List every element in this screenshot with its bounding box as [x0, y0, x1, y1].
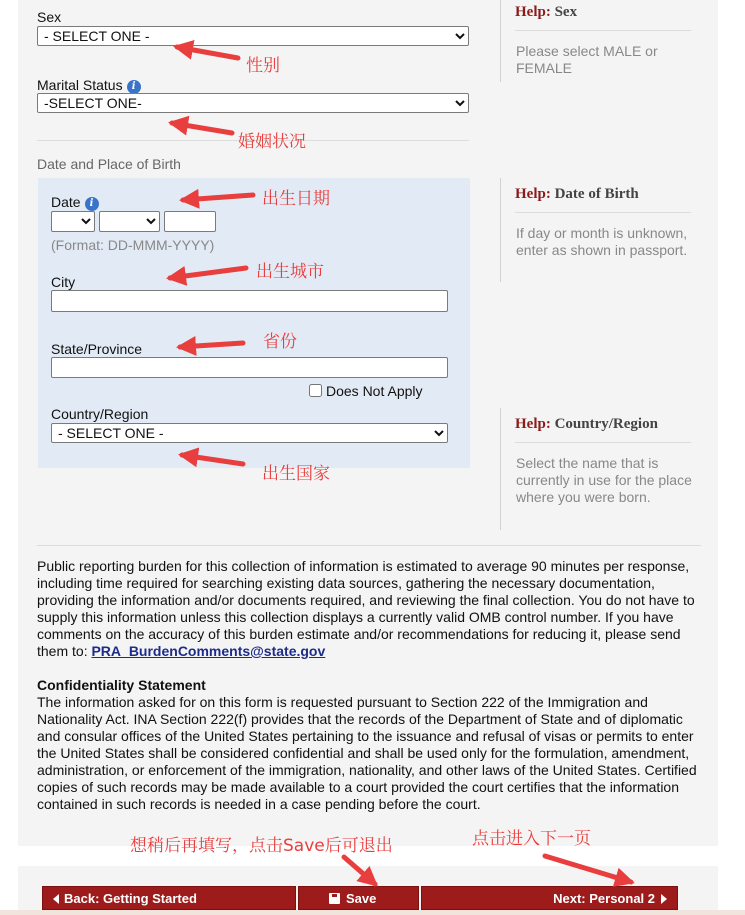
annotation-city: 出生城市 — [256, 262, 324, 282]
arrow-city — [170, 268, 246, 278]
help-country-text: Select the name that is currently in use for the place where you were born. — [516, 455, 692, 505]
back-button[interactable]: Back: Getting Started — [42, 886, 296, 910]
does-not-apply: Does Not Apply — [309, 383, 423, 399]
help-dob-title: Help: Date of Birth — [515, 186, 639, 202]
save-button[interactable]: Save — [298, 886, 419, 910]
annotation-dob: 出生日期 — [262, 189, 330, 209]
annotation-next: 点击进入下一页 — [472, 829, 591, 849]
burden-email-link[interactable]: PRA_BurdenComments@state.gov — [91, 643, 326, 659]
marital-status-label: Marital Status i — [37, 77, 141, 94]
city-label: City — [51, 274, 76, 290]
next-button[interactable]: Next: Personal 2 — [421, 886, 678, 910]
arrow-marital — [172, 123, 232, 133]
arrow-province — [180, 343, 243, 347]
country-label: Country/Region — [51, 406, 149, 422]
annotation-save: 想稍后再填写，点击Save后可退出 — [130, 836, 393, 856]
info-icon[interactable]: i — [85, 197, 99, 211]
arrow-save — [344, 857, 375, 884]
sex-label: Sex — [37, 9, 62, 25]
help-sex-text: Please select MALE or FEMALE — [516, 43, 658, 76]
help-country-title: Help: Country/Region — [515, 416, 658, 432]
state-label: State/Province — [51, 341, 143, 357]
annotation-province: 省份 — [263, 332, 297, 352]
arrow-sex — [177, 47, 238, 58]
annotation-sex: 性别 — [246, 56, 280, 76]
arrow-dob — [183, 195, 253, 200]
info-icon[interactable]: i — [127, 80, 141, 94]
annotation-marital: 婚姻状况 — [238, 132, 306, 152]
help-sex-title: Help: Sex — [515, 4, 578, 20]
confidentiality-text: The information asked for on this form is requested pursuant to Section 222 of the Immigration and Nationality Act. INA Section 222(f) provides that the records of the Department of State and of diplomatic and consular offices of the United States pertaining to the issuance and refusal of visas or permits to enter the United States shall be considered confidential and shall be used only for the formulation, amendment, administration, or enforcement of the immigration, nationality, and other laws of the United States. Certified copies of such records may be made available to a court provided the court certifies that the information contained in such records is needed in a case pending before the court. — [37, 694, 697, 812]
date-label: Date i — [51, 194, 99, 211]
arrow-next — [545, 856, 631, 882]
annotation-country: 出生国家 — [262, 464, 330, 484]
burden-notice: Public reporting burden for this collection of information is estimated to average 90 minutes per response, including time required for searching existing data sources, gathering the necessary documentation, providing the information and/or documents required, and reviewing the final collection. You do not have to supply this information unless this collection displays a currently valid OMB control number. If you have comments on the accuracy of this burden estimate and/or recommendations for reducing it, please send them to: PRA_BurdenComments@state.gov — [37, 558, 695, 659]
confidentiality-title: Confidentiality Statement — [37, 677, 206, 693]
date-format-hint: (Format: DD-MMM-YYYY) — [51, 237, 215, 253]
help-dob-text: If day or month is unknown, enter as shown in passport. — [516, 225, 688, 258]
birth-section-title: Date and Place of Birth — [37, 156, 181, 172]
arrow-country — [182, 455, 243, 464]
